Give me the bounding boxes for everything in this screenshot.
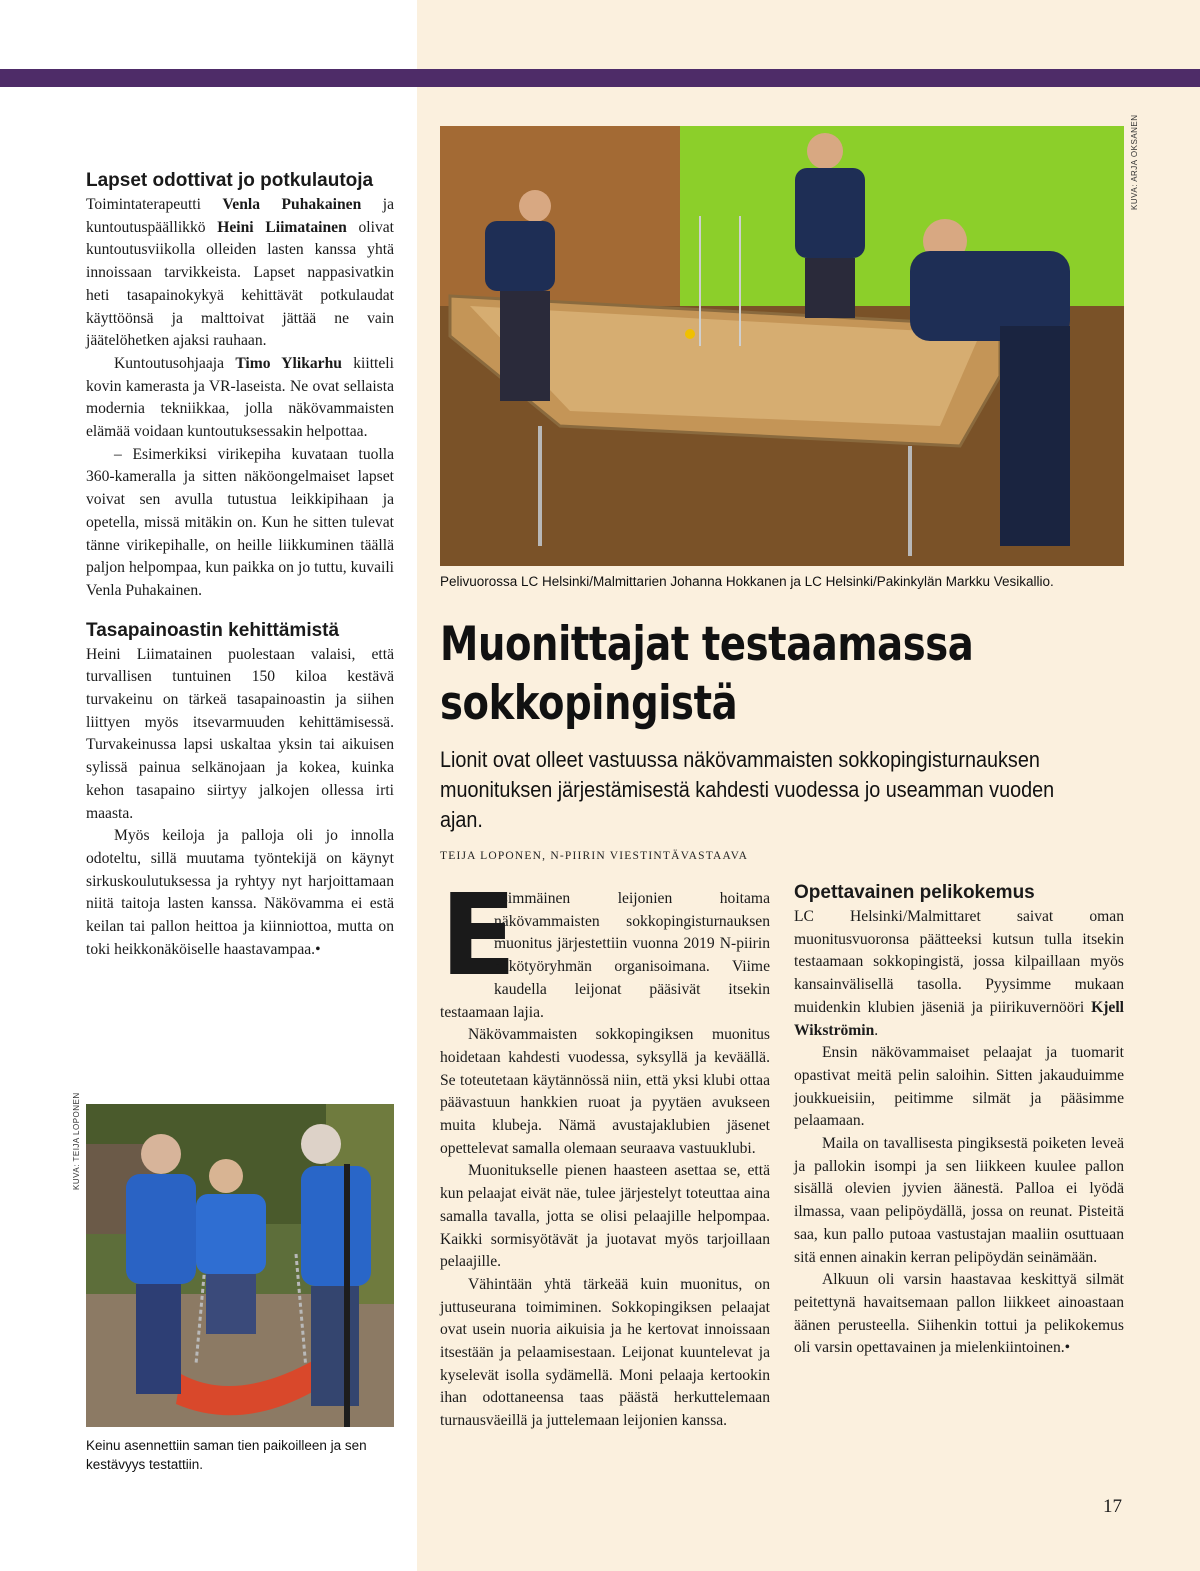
left-photo-credit: KUVA: TEIJA LOPONEN [72, 1092, 81, 1190]
drop-cap: E [440, 871, 517, 1001]
text-run: Alkuun oli varsin haastavaa keskittyä silmät peitettynä havaitsemaan pallon liikkeet ainoastaan äänen perusteella. Siihenkin tottui ja pelikokemus oli varsin opettavainen ja mielenkiintoinen. [794, 1271, 1124, 1357]
right-subheading: Opettavainen pelikokemus [794, 882, 1035, 903]
text-run: Myös keiloja ja palloja oli jo innolla odoteltu, sillä muutama työntekijä on käynyt sirkuskoulutuksessa ja ryhtyy nyt harjoittamaan niitä taitoja lasten kanssa. Näkövamma ei estä keilan tai pallon heittoa ja kiinniottoa, mutta on toki heikkonäköiselle haastavampaa. [86, 827, 394, 958]
right-paragraph-4 [794, 1269, 1124, 1360]
text-run: olivat kuntoutusviikolla olleiden lasten kanssa yhtä innoissaan tarvikkeista. Lapset nappasivatkin heti tasapainokykyä kehittävät potkulaudat käyttöönsä ja malttoivat jättää ne vain jäätelöhetken ajaksi rauhaan. [86, 218, 394, 350]
text-run: nsimmäinen leijonien hoitama näkövammaisten sokkopingisturnauksen muonitus järjestettiin vuonna 2019 N-piirin näkötyöryhmän organisoimana. Viime kaudella leijonat pääsivät itsekin testaamaan lajia. [440, 890, 770, 1021]
top-photo-credit: KUVA: ARJA OKSANEN [1130, 114, 1139, 210]
text-run: kiitteli kovin kamerasta ja VR-laseista. Ne ovat sellaista modernia tekniikkaa, jolla näkövammaisten elämää voidaan kuntoutuksessakin helpottaa. [86, 354, 394, 441]
left-paragraph-3: – Esimerkiksi virikepiha kuvataan tuolla 360-kameralla ja sitten näköongelmaiset lapset voivat sen avulla tutustua leikkipihaan ja opetella, missä mitäkin on. Kun he sitten tulevat tänne virikepihalle, on heille liikkuminen täällä paljon helpompaa, kun paikka on jo tuttu, kuvaili Venla Puhakainen. [86, 445, 394, 599]
end-mark: • [1064, 1339, 1071, 1357]
right-column [794, 882, 1124, 1360]
left-paragraph-5 [86, 825, 394, 961]
text-run: Kuntoutusohjaaja [114, 354, 236, 372]
middle-paragraph-2: Näkövammaisten sokkopingiksen muonitus hoidetaan kahdesti vuodessa, syksyllä ja keväällä. Se toteutetaan käytännössä niin, että yksi klubi ottaa päävastuun hankkien ruoat ja pyytäen avukseen muita klubeja. Nämä avustajaklubien jäsenet opettelevat samalla olemaan seuraava vastuuklubi. [440, 1026, 770, 1157]
left-heading-1: Lapset odottivat jo potkulautoja [86, 170, 374, 191]
article-byline: TEIJA LOPONEN, N-PIIRIN VIESTINTÄVASTAAVA [440, 850, 749, 862]
person-name: Timo Ylikarhu [235, 354, 342, 372]
text-run: LC Helsinki/Malmittaret saivat oman muonitusvuoronsa päätteeksi kutsun tulla itsekin testaamaan sokkopingistä, jossa kilpaillaan myös kansainvälisellä tasolla. Pyysimme mukaan muidenkin klubien jäseniä ja piirikuvernööri [794, 908, 1124, 1016]
person-name: Venla Puhakainen [222, 196, 362, 213]
middle-paragraph-4: Vähintään yhtä tärkeää kuin muonitus, on juttuseurana toimiminen. Sokkopingiksen pelaajat ovat usein nuoria aikuisia ja he kertovat innoissaan itsestään ja pelaamisestaan. Leijonat kuuntelevat ja kyselevät isolla sydämellä. Moni pelaaja kertookin ihan odottaneensa taas päästä herkuttelemaan turnausväeillä ja juttelemaan leijonien kanssa. [440, 1275, 770, 1430]
swing-photo [86, 1104, 394, 1427]
right-body [794, 906, 1124, 1360]
middle-paragraph-3: Muonitukselle pienen haasteen asettaa se, että kun pelaajat eivät näe, tulee järjestelyt toteuttaa aina samalla tavalla, jotta se olisi pelaajille helpompaa. Kaikki sormisyötävät ja juotavat myös tarjoillaan pelaajille. [440, 1162, 770, 1271]
person-name: Heini Liimatainen [217, 218, 347, 236]
left-body-2 [86, 644, 394, 962]
end-mark: • [315, 940, 321, 958]
top-photo-caption: Pelivuorossa LC Helsinki/Malmittarien Johanna Hokkanen ja LC Helsinki/Pakinkylän Markku Vesikallio. [440, 574, 1054, 589]
left-body-1 [86, 194, 394, 603]
left-heading-2: Tasapainoastin kehittämistä [86, 619, 340, 641]
person-name: Kjell Wikströmin [794, 998, 1124, 1039]
right-paragraph-1 [794, 906, 1124, 1042]
left-column [86, 170, 394, 962]
middle-paragraph-1 [440, 871, 770, 1024]
text-run: Toimintaterapeutti [86, 196, 223, 213]
article-title: Muonittajat testaamassa sokkopingistä [440, 617, 974, 731]
article-lead: Lionit ovat olleet vastuussa näkövammaisten sokkopingisturnauksen muonituksen järjestämisestä kahdesti vuodessa jo useamman vuoden ajan. [440, 747, 1055, 832]
left-paragraph-4: Heini Liimatainen puolestaan valaisi, että turvallisen tuntuinen 150 kiloa kestävä turvakeinu on tärkeä tasapainoastin ja siihen liittyen myös itsevarmuuden kehittämisessä. Turvakeinussa lapsi uskaltaa yksin tai aikuisen sylissä painua selkänojaan ja kokea, kuinka kehon tasapaino siirtyy jalkojen ollessa irti maasta. [86, 645, 394, 822]
text-run: . [874, 1021, 879, 1039]
sokkopingis-photo [440, 126, 1124, 566]
text-run: ja kuntoutuspäällikkö [86, 196, 395, 236]
page-number: 17 [1103, 1496, 1122, 1517]
middle-column [440, 871, 770, 1433]
left-paragraph-2 [86, 353, 394, 444]
purple-top-bar [0, 69, 1200, 87]
left-paragraph-1 [86, 194, 394, 353]
right-paragraph-2: Ensin näkövammaiset pelaajat ja tuomarit opastivat meitä pelin saloihin. Sitten jakauduimme joukkueisiin, peitimme silmät ja pääsimme pelaamaan. [794, 1044, 1124, 1130]
right-paragraph-3: Maila on tavallisesta pingiksestä poiketen leveä ja pallokin isompi ja sen liikkeen kuulee pallon sisällä olevien jyvien äänestä. Palloa ei lyödä ilmassa, vaan pelipöydällä, jossa on reunat. Pisteitä saa, kun pallo putoaa vastustajan maaliin osuttuaan sitä ennen ainakin kerran pelipöydän seinämään. [794, 1135, 1124, 1266]
left-photo-caption: Keinu asennettiin saman tien paikoilleen ja sen kestävyys testattiin. [86, 1438, 367, 1472]
